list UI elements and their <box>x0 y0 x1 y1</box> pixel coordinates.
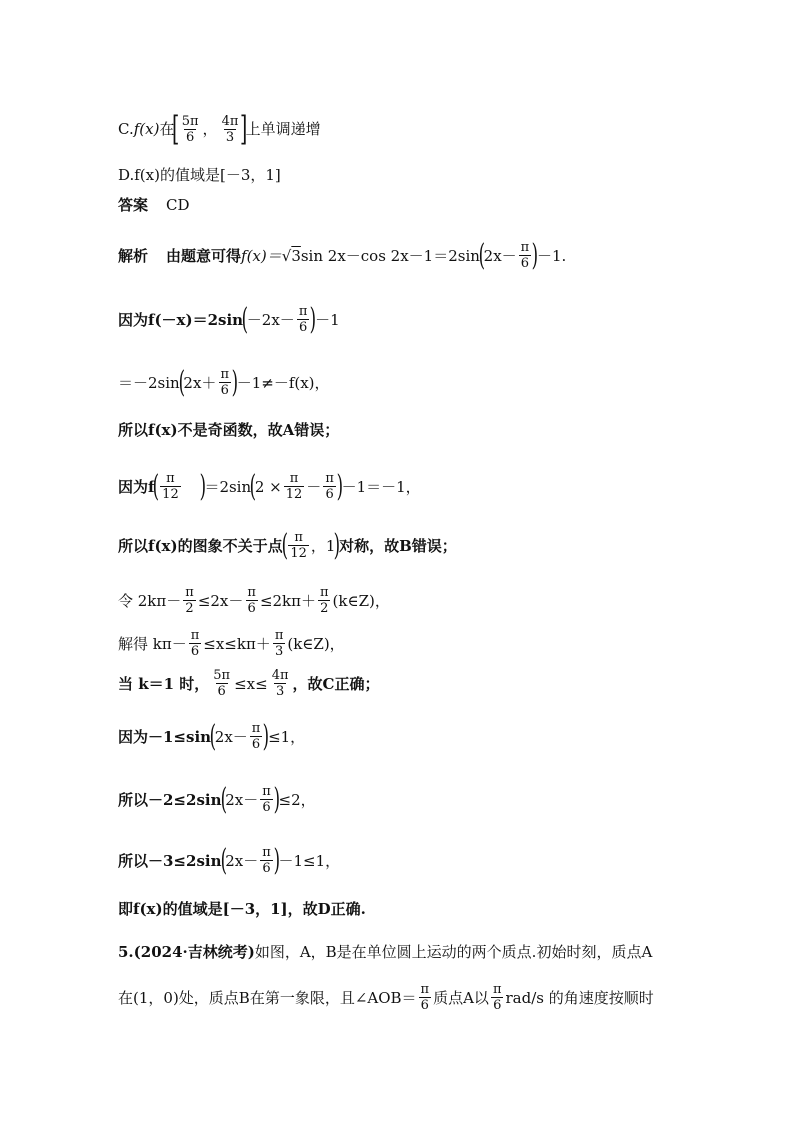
fraction: $\frac{\pi}{6}$ <box>520 240 530 271</box>
fraction: $\frac{5\pi}{6}$ <box>181 113 199 145</box>
option-d: D.f(x)的值域是[－3，1] <box>118 166 281 184</box>
sqrt-symbol: √ <box>281 246 292 265</box>
text: sin 2x－cos 2x－1＝2sin <box>300 246 480 265</box>
analysis-line-2 <box>118 301 340 337</box>
option-c-in: 在 <box>159 120 175 138</box>
text: －1≠－f(x)， <box>236 373 330 392</box>
text: 因为－1≤sin <box>118 727 212 746</box>
text: 3 <box>291 246 301 265</box>
text: －1. <box>536 246 567 265</box>
bracket-right: ] <box>240 109 248 149</box>
option-c-fx: f(x) <box>133 120 160 138</box>
text: ，故C正确； <box>292 674 380 693</box>
text: ＝2sin <box>204 477 252 496</box>
text: 质点A以 <box>433 988 489 1007</box>
fraction: $\frac{4\pi}{3}$ <box>271 668 289 699</box>
paren-left: ( <box>178 364 185 400</box>
paren-right: ) <box>273 842 280 878</box>
fraction: $\frac{\pi}{12}$ <box>285 471 303 502</box>
analysis-line-12 <box>118 842 341 878</box>
text: f(x)＝ <box>241 246 282 265</box>
analysis-line-4: 所以f(x)不是奇函数，故A错误； <box>118 421 340 439</box>
text: 令 2kπ－ <box>118 591 182 610</box>
text: 因为f <box>118 477 155 496</box>
text: 2x－ <box>225 790 259 809</box>
text: ≤2kπ＋ <box>259 591 316 610</box>
fraction: $\frac{\pi}{12}$ <box>162 471 179 502</box>
paren-left: ( <box>241 301 249 337</box>
paren-right: ) <box>334 527 341 563</box>
fraction: $\frac{\pi}{6}$ <box>220 367 229 398</box>
text: 因为f(－x)＝2sin <box>118 310 244 329</box>
fraction: $\frac{\pi}{6}$ <box>492 982 502 1013</box>
text: 在(1，0)处，质点B在第一象限，且∠AOB＝ <box>118 988 417 1007</box>
text: ≤1， <box>268 727 306 746</box>
text: 解得 kπ－ <box>118 634 187 653</box>
question-5-source: 5.(2024·吉林统考) <box>118 943 255 961</box>
analysis-line-1 <box>118 237 567 273</box>
fraction: $\frac{\pi}{3}$ <box>274 628 284 659</box>
text: 如图，A，B是在单位圆上运动的两个质点.初始时刻，质点A <box>254 943 653 961</box>
text: －1≤1， <box>278 851 341 870</box>
fraction: $\frac{\pi}{6}$ <box>325 471 334 502</box>
fraction: $\frac{\pi}{6}$ <box>247 585 256 616</box>
paren-left: ( <box>209 718 217 754</box>
text: (k∈Z)， <box>332 591 390 610</box>
question-5-line-1 <box>118 942 652 962</box>
text: 所以－2≤2sin <box>118 790 222 809</box>
paren-left: ( <box>153 468 160 504</box>
text: 所以f(x)的图象不关于点 <box>118 536 283 555</box>
text: － <box>306 477 322 496</box>
option-c <box>118 109 321 149</box>
fraction: $\frac{\pi}{12}$ <box>290 530 307 561</box>
text: rad/s 的角速度按顺时 <box>505 988 654 1007</box>
paren-left: ( <box>220 781 227 817</box>
option-c-tail: 上单调递增 <box>245 120 321 138</box>
text: －1 <box>315 310 340 329</box>
fraction: $\frac{\pi}{6}$ <box>262 784 271 815</box>
analysis-line-13: 即f(x)的值域是[－3，1]，故D正确. <box>118 900 366 918</box>
analysis-line-6 <box>118 527 457 563</box>
answer-line <box>118 195 190 215</box>
text: (k∈Z)， <box>287 634 345 653</box>
fraction: $\frac{\pi}{6}$ <box>420 982 430 1013</box>
fraction: $\frac{\pi}{6}$ <box>298 304 308 335</box>
fraction: $\frac{\pi}{2}$ <box>185 585 194 616</box>
paren-right: ) <box>199 468 206 504</box>
text: 2x－ <box>483 246 517 265</box>
analysis-line-9 <box>118 668 380 699</box>
analysis-line-11 <box>118 781 316 817</box>
fraction: $\frac{4\pi}{3}$ <box>221 113 239 145</box>
analysis-line-8 <box>118 628 345 659</box>
option-c-label: C. <box>118 120 134 138</box>
paren-right: ) <box>531 237 539 273</box>
text: 2 × <box>254 477 282 496</box>
paren-right: ) <box>231 364 239 400</box>
fraction: $\frac{\pi}{6}$ <box>262 845 271 876</box>
paren-left: ( <box>249 468 257 504</box>
text: 2x＋ <box>183 373 217 392</box>
text: ＝－2sin <box>118 373 180 392</box>
analysis-label: 解析 <box>118 246 149 265</box>
fraction: $\frac{\pi}{2}$ <box>320 585 329 616</box>
text: ≤x≤kπ＋ <box>203 634 271 653</box>
text: 对称，故B错误； <box>339 536 457 555</box>
paren-right: ) <box>262 718 270 754</box>
comma: ， <box>202 120 218 138</box>
text: ≤x≤ <box>234 674 268 693</box>
analysis-line-5 <box>118 468 421 504</box>
analysis-line-3 <box>118 364 330 400</box>
analysis-line-10 <box>118 718 306 754</box>
paren-right: ) <box>273 781 280 817</box>
paren-left: ( <box>478 237 486 273</box>
text: 当 k＝1 时， <box>118 674 210 693</box>
paren-right: ) <box>336 468 343 504</box>
text: 由题意可得 <box>166 246 242 265</box>
fraction: $\frac{\pi}{6}$ <box>251 721 261 752</box>
fraction: $\frac{\pi}{6}$ <box>190 628 200 659</box>
text: ≤2， <box>278 790 316 809</box>
text: 2x－ <box>214 727 248 746</box>
fraction: $\frac{5\pi}{6}$ <box>213 668 231 699</box>
paren-left: ( <box>281 527 288 563</box>
paren-left: ( <box>220 842 227 878</box>
bracket-left: [ <box>172 109 180 149</box>
text: 所以－3≤2sin <box>118 851 222 870</box>
text: ≤2x－ <box>197 591 244 610</box>
answer-label: 答案 <box>118 196 149 214</box>
answer-value: CD <box>166 196 190 214</box>
paren-right: ) <box>309 301 317 337</box>
text: －1＝－1， <box>341 477 421 496</box>
text: －2x－ <box>246 310 295 329</box>
text: 2x－ <box>225 851 259 870</box>
text: ，1 <box>310 536 336 555</box>
analysis-line-7 <box>118 585 390 616</box>
question-5-line-2 <box>118 982 654 1013</box>
